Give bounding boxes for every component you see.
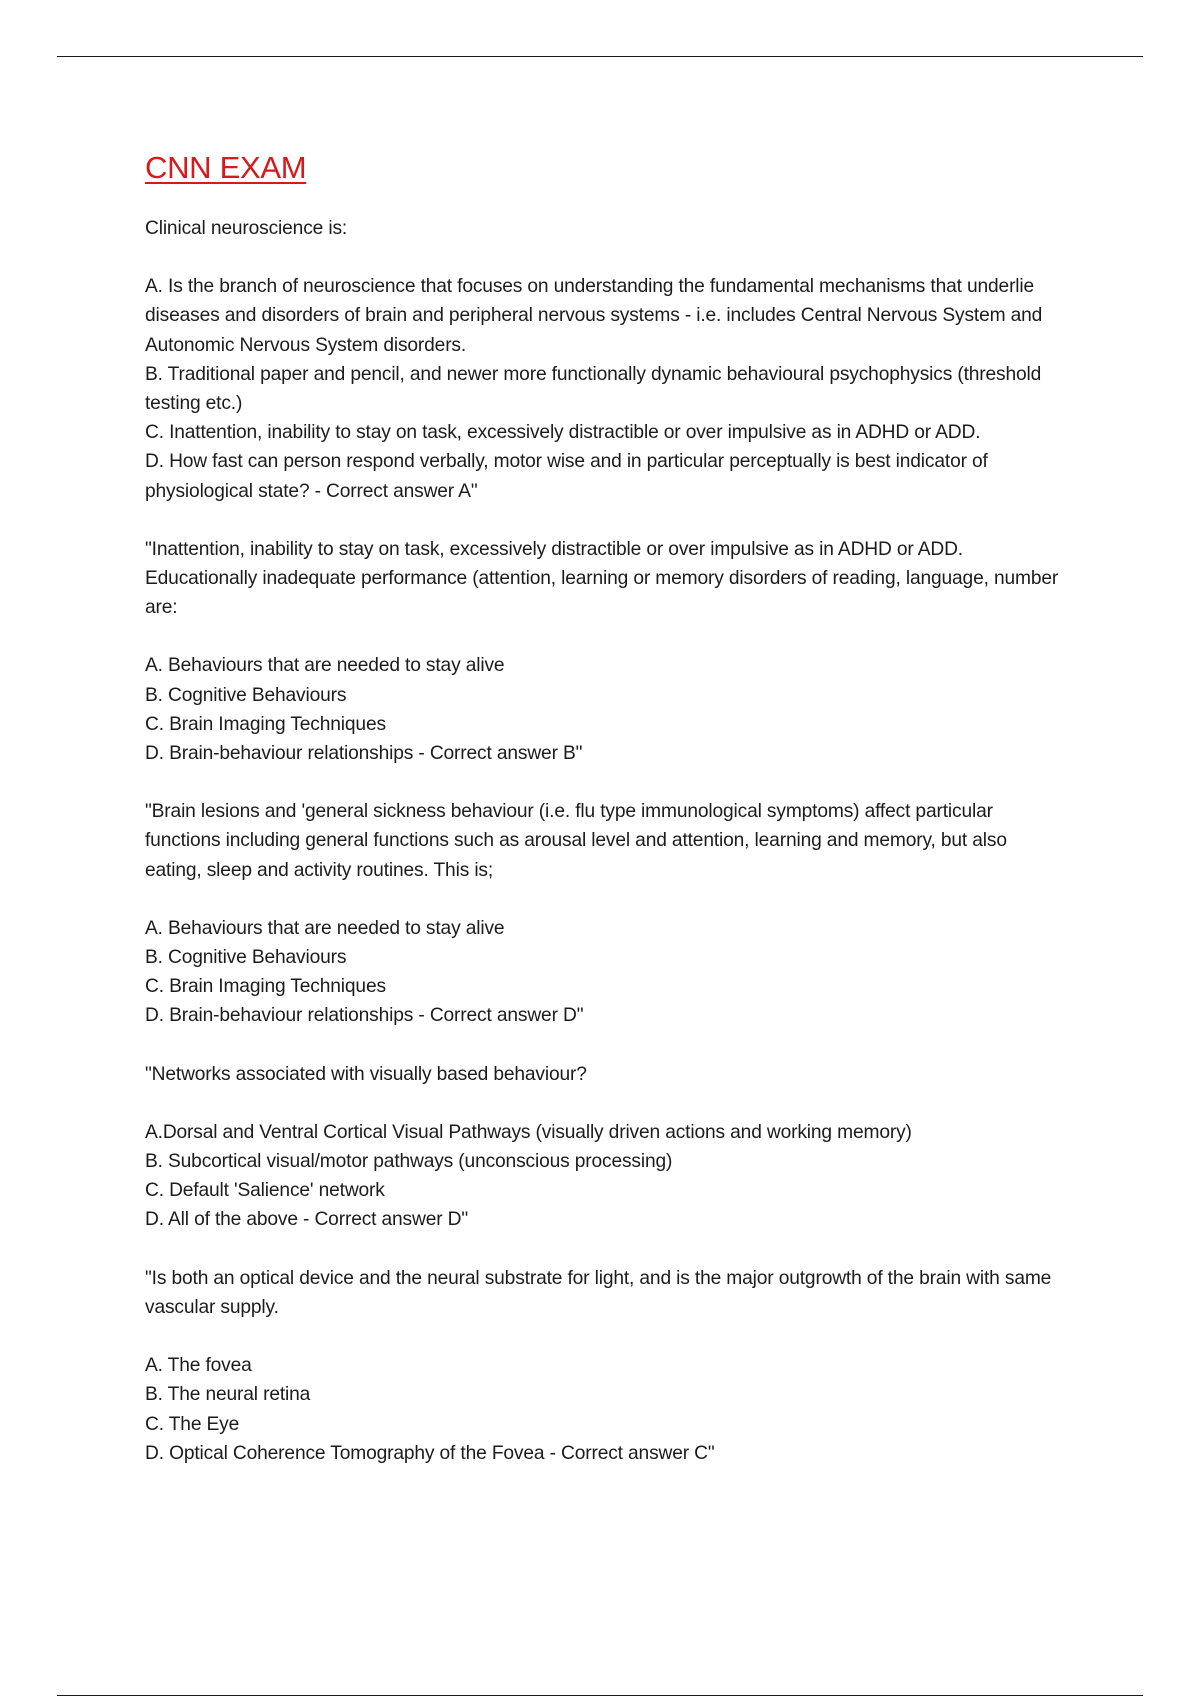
question-stem: "Networks associated with visually based behaviour? bbox=[145, 1063, 587, 1085]
option-a: A. Behaviours that are needed to stay alive bbox=[145, 655, 505, 677]
option-a: A. The fovea bbox=[145, 1355, 252, 1377]
option-d: D. Brain-behaviour relationships - Correct answer D" bbox=[145, 1005, 584, 1027]
header-rule bbox=[57, 56, 1143, 57]
option-c: C. Default 'Salience' network bbox=[145, 1180, 385, 1202]
option-c: C. The Eye bbox=[145, 1413, 240, 1435]
option-b: B. Cognitive Behaviours bbox=[145, 947, 347, 969]
option-a: A.Dorsal and Ventral Cortical Visual Pathways (visually driven actions and working memory) bbox=[145, 1121, 912, 1143]
question-3-stem bbox=[145, 797, 1065, 885]
question-1-options bbox=[145, 272, 1065, 506]
intro-text: Clinical neuroscience is: bbox=[145, 218, 348, 239]
footer-rule bbox=[57, 1695, 1143, 1696]
option-a: A. Is the branch of neuroscience that focuses on understanding the fundamental mechanisms that underlie diseases and disorders of brain and peripheral nervous systems - i.e. includes Central Nervous System and Autonomic Nervous System disorders. bbox=[145, 276, 1043, 356]
question-stem: "Brain lesions and 'general sickness behaviour (i.e. flu type immunological symptoms) affect particular functions including general functions such as arousal level and attention, learning and memory, but also eating, sleep and activity routines. This is; bbox=[145, 801, 1007, 881]
option-b: B. Cognitive Behaviours bbox=[145, 684, 347, 706]
option-d: D. Optical Coherence Tomography of the Fovea - Correct answer C" bbox=[145, 1442, 715, 1464]
question-stem: "Is both an optical device and the neural substrate for light, and is the major outgrowth of the brain with same vascular supply. bbox=[145, 1267, 1052, 1318]
question-stem: "Inattention, inability to stay on task, excessively distractible or over impulsive as in ADHD or ADD. Educationally inadequate performance (attention, learning or memory disorders of reading, language, number are: bbox=[145, 538, 1059, 619]
option-d: D. All of the above - Correct answer D" bbox=[145, 1209, 469, 1231]
option-b: B. Subcortical visual/motor pathways (unconscious processing) bbox=[145, 1151, 673, 1173]
option-c: C. Brain Imaging Techniques bbox=[145, 713, 386, 735]
question-5-stem bbox=[145, 1264, 1065, 1322]
option-b: B. Traditional paper and pencil, and newer more functionally dynamic behavioural psychophysics (threshold testing etc.) bbox=[145, 363, 1042, 415]
question-2-options bbox=[145, 651, 1065, 768]
option-d: D. How fast can person respond verbally, motor wise and in particular perceptually is best indicator of physiological state? - Correct answer A" bbox=[145, 451, 988, 502]
question-3-options bbox=[145, 914, 1065, 1031]
question-5-options bbox=[145, 1351, 1065, 1468]
question-4-options bbox=[145, 1118, 1065, 1235]
document-title: CNN EXAM bbox=[145, 150, 307, 185]
option-c: C. Inattention, inability to stay on task, excessively distractible or over impulsive as in ADHD or ADD. bbox=[145, 422, 981, 444]
option-c: C. Brain Imaging Techniques bbox=[145, 976, 386, 998]
document-body bbox=[145, 142, 1065, 1468]
option-d: D. Brain-behaviour relationships - Correct answer B" bbox=[145, 743, 583, 765]
option-b: B. The neural retina bbox=[145, 1384, 311, 1406]
question-4-stem bbox=[145, 1060, 1065, 1089]
question-2-stem bbox=[145, 535, 1065, 623]
intro-block bbox=[145, 214, 1065, 243]
option-a: A. Behaviours that are needed to stay alive bbox=[145, 917, 505, 939]
